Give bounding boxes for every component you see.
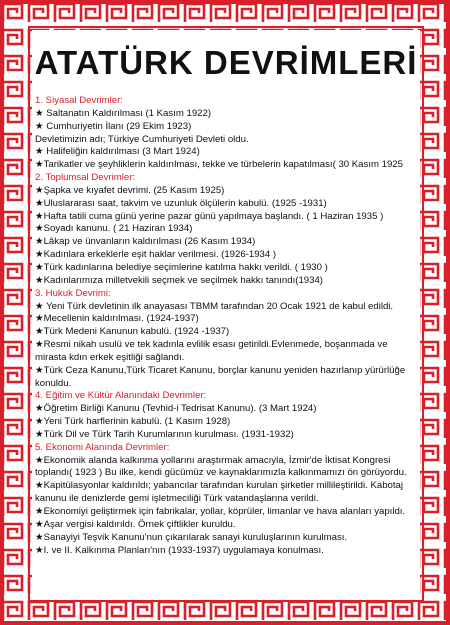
list-item: ★ Yeni Türk devletinin ilk anayasası TBMM tarafından 20 Ocak 1921 de kabul edildi. [35, 300, 394, 312]
list-item: ★Resmi nikah usulü ve tek kadınla evlilik esası getirildi.Evlenmede, boşanmada ve mirasta kdın erkek eşitliği sağlandı. [35, 339, 388, 363]
list-item: ★Soyadı kanunu. ( 21 Haziran 1934) [35, 223, 193, 235]
list-item: ★Şapka ve kıyafet devrimi. (25 Kasım 1925) [35, 184, 225, 196]
list-item: ★Tarikatler ve şeyhliklerin kaldırılması, tekke ve türbelerin kapatılması( 30 Kasım 1925 [35, 159, 403, 171]
document-panel [32, 30, 420, 598]
list-item: ★Mecellenin kaldırılması. (1924-1937) [35, 313, 199, 325]
list-item: ★ Saltanatın Kaldırılması (1 Kasım 1922) [35, 107, 212, 119]
list-item: ★ Cumhuriyetin İlanı (29 Ekim 1923) [35, 120, 192, 132]
list-item: ★Lâkap ve ünvanların kaldırılması (26 Kasım 1934) [35, 236, 256, 248]
list-item: ★Türk Dil ve Türk Tarih Kurumlarının kurulması. (1931-1932) [35, 428, 294, 440]
list-item: ★ Halifeliğin kaldırılması (3 Mart 1924) [35, 146, 200, 158]
list-item: ★Türk Medeni Kanunun kabulü. (1924 -1937) [35, 326, 230, 338]
list-item: ★Uluslararası saat, takvim ve uzunluk ölçülerin kabulü. (1925 -1931) [35, 197, 327, 209]
list-item: ★Türk Ceza Kanunu,Türk Ticaret Kanunu, borçlar kanunu yeniden hazırlanıp yürürlüğe konuldu. [35, 364, 406, 389]
list-item: ★I. ve II. Kalkınma Planları'nın (1933-1937) uygulamaya konulması. [35, 544, 324, 556]
section-heading: 4. Eğitim ve Kültür Alanındaki Devrimler: [35, 390, 207, 402]
section-heading: 5. Ekonomi Alanında Devrimler: [35, 441, 170, 453]
list-item: ★Yeni Türk harflerinin kabulü. (1 Kasım 1928) [35, 416, 231, 428]
list-item: ★Öğretim Birliği Kanunu (Tevhid-i Tedrisat Kanunu). (3 Mart 1924) [35, 403, 317, 415]
list-item: ★Ekonomiyi geliştirmek için fabrikalar, yollar, köprüler, limanlar ve hava alanları yapıldı. [35, 506, 406, 517]
list-item: ★Kapitülasyonlar kaldırıldı; yabancılar tarafından kurulan şirketler millileştirildi. Kabotaj kanunu ile denizlerde gemi işletmeciliği Türk vatandaşlarına verildi. [35, 480, 404, 505]
section-heading: 3. Hukuk Devrimi: [35, 287, 111, 299]
list-item: Devletimizin adı; Türkiye Cumhuriyeti Devleti oldu. [35, 133, 249, 145]
list-item: ★Aşar vergisi kaldırıldı. Örnek çiftlikler kuruldu. [35, 518, 236, 530]
list-item: ★Kadınlarımıza milletvekili seçmek ve seçilmek hakkı tanındı(1934) [35, 274, 323, 286]
list-item: ★Kadınlara erkeklerle eşit haklar verilmesi. (1926-1934 ) [35, 249, 277, 261]
section-heading: 2. Toplumsal Devrimler: [35, 172, 136, 184]
list-item: ★Hafta tatili cuma günü yerine pazar günü yapılmaya başlandı. ( 1 Haziran 1935 ) [35, 210, 384, 222]
page-title: ATATÜRK DEVRİMLERİ [34, 44, 418, 81]
list-item: ★Sanayiyi Teşvik Kanunu'nun çıkarılarak sanayi kuruluşlarının kurulması. [35, 531, 348, 543]
list-item: ★Türk kadınlarına belediye seçimlerine katılma hakkı verildi. ( 1930 ) [35, 261, 328, 273]
list-item: ★Ekonomik alanda kalkınma yollarını araştırmak amacıyla, İzmir'de İktisat Kongresi toplandı( 1923 ) Bu ilke, kendi gücümüz ve kaynaklarımızla kalkınmamızı ön görüyordu. [35, 454, 407, 479]
document-body [35, 95, 421, 557]
section-heading: 1. Siyasal Devrimler: [35, 95, 123, 106]
